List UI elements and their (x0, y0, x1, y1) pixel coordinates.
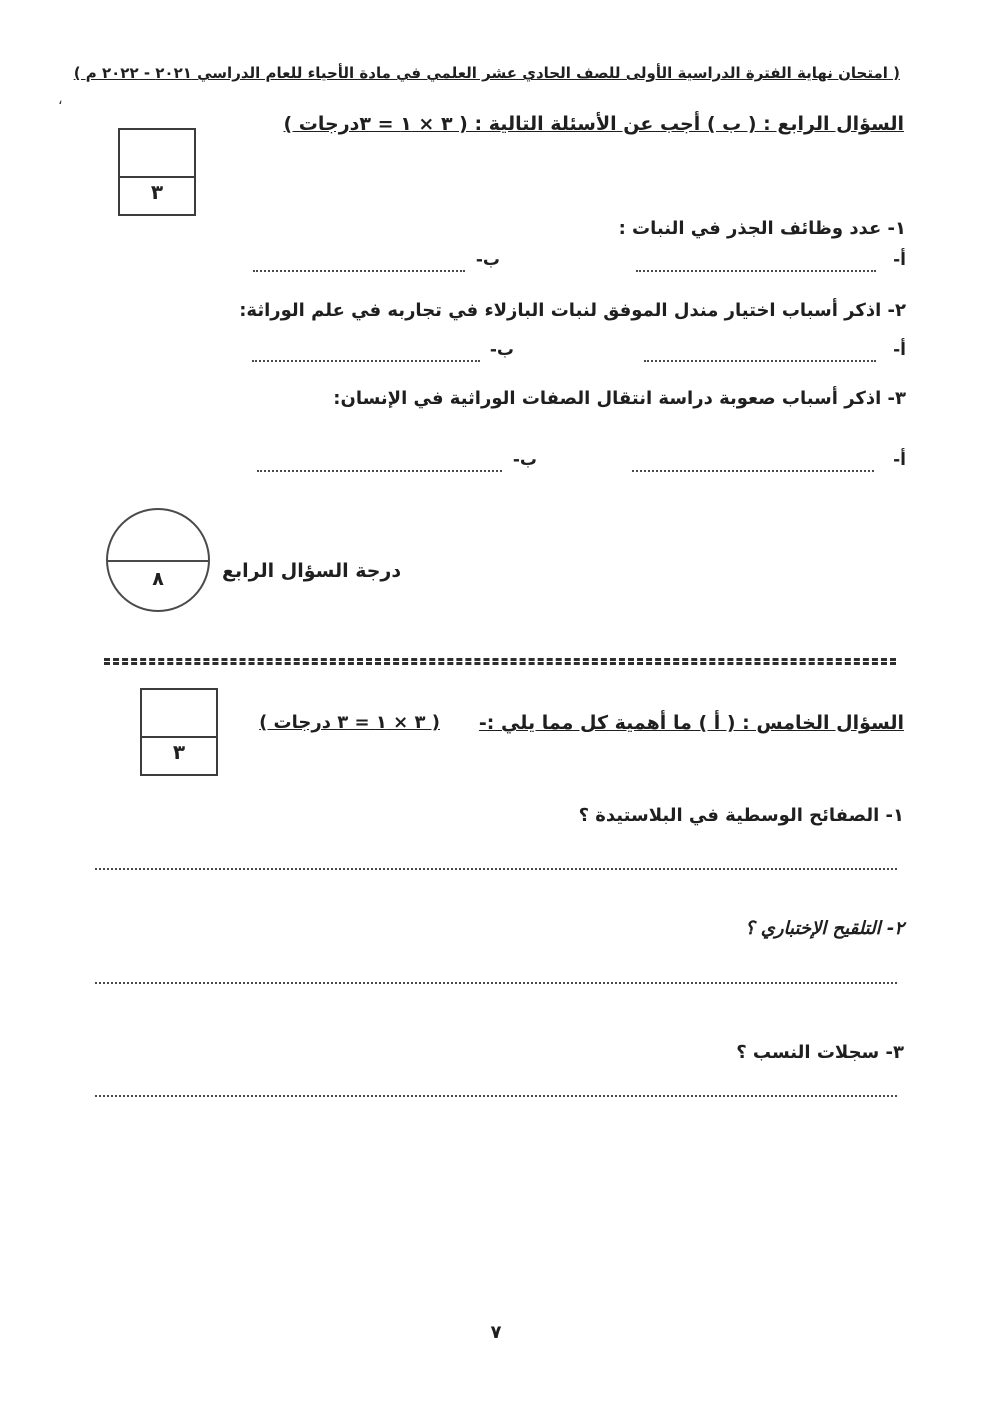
question4-item-3: ٣- اذكر أسباب صعوبة دراسة انتقال الصفات الوراثية في الإنسان: (333, 388, 906, 409)
question5-item-2: ٢- التلقيح الإختباري ؟ (744, 918, 904, 939)
answer-blank-line (257, 470, 502, 472)
grade-circle-label: درجة السؤال الرابع (222, 560, 402, 582)
scan-mark: ، (58, 92, 63, 108)
exam-header: ( امتحان نهاية الفترة الدراسية الأولى للصف الحادي عشر العلمي في مادة الأحياء للعام الدراسي ٢٠٢١ - ٢٠٢٢ م ) (73, 64, 900, 82)
grade-circle (106, 508, 210, 612)
answer-label-a: أ- (893, 250, 906, 270)
answer-blank-line (632, 470, 874, 472)
question4-score-box (118, 128, 196, 216)
score-box-divider (142, 736, 216, 738)
answer-blank-line (95, 868, 897, 870)
answer-blank-line (95, 982, 897, 984)
score-box-divider (120, 176, 194, 178)
answer-blank-line (95, 1095, 897, 1097)
question4-item-1: ١- عدد وظائف الجذر في النبات : (618, 218, 906, 239)
section-separator (104, 658, 896, 665)
question5-marks: ( ٣ × ١ = ٣ درجات ) (259, 712, 440, 733)
answer-label-a: أ- (893, 450, 906, 470)
grade-circle-divider (108, 560, 208, 562)
question5-title: السؤال الخامس : ( أ ) ما أهمية كل مما يلي :- (478, 712, 904, 734)
grade-circle-value: ٨ (152, 568, 164, 590)
answer-blank-line (644, 360, 876, 362)
answer-blank-line (252, 360, 480, 362)
score-box-value: ٣ (150, 180, 164, 204)
question5-item-3: ٣- سجلات النسب ؟ (736, 1042, 904, 1063)
question4-title: السؤال الرابع : ( ب ) أجب عن الأسئلة التالية : ( ٣ × ١ = ٣درجات ) (283, 113, 904, 135)
answer-label-a: أ- (893, 340, 906, 360)
question5-score-box (140, 688, 218, 776)
question4-item-2: ٢- اذكر أسباب اختيار مندل الموفق لنبات البازلاء في تجاربه في علم الوراثة: (239, 300, 906, 321)
answer-blank-line (253, 270, 465, 272)
score-box-value: ٣ (172, 740, 186, 764)
answer-blank-line (636, 270, 876, 272)
answer-label-b: ب- (475, 250, 500, 270)
answer-label-b: ب- (512, 450, 537, 470)
answer-label-b: ب- (489, 340, 514, 360)
question5-item-1: ١- الصفائح الوسطية في البلاستيدة ؟ (578, 805, 904, 826)
page-number: ٧ (490, 1322, 502, 1343)
